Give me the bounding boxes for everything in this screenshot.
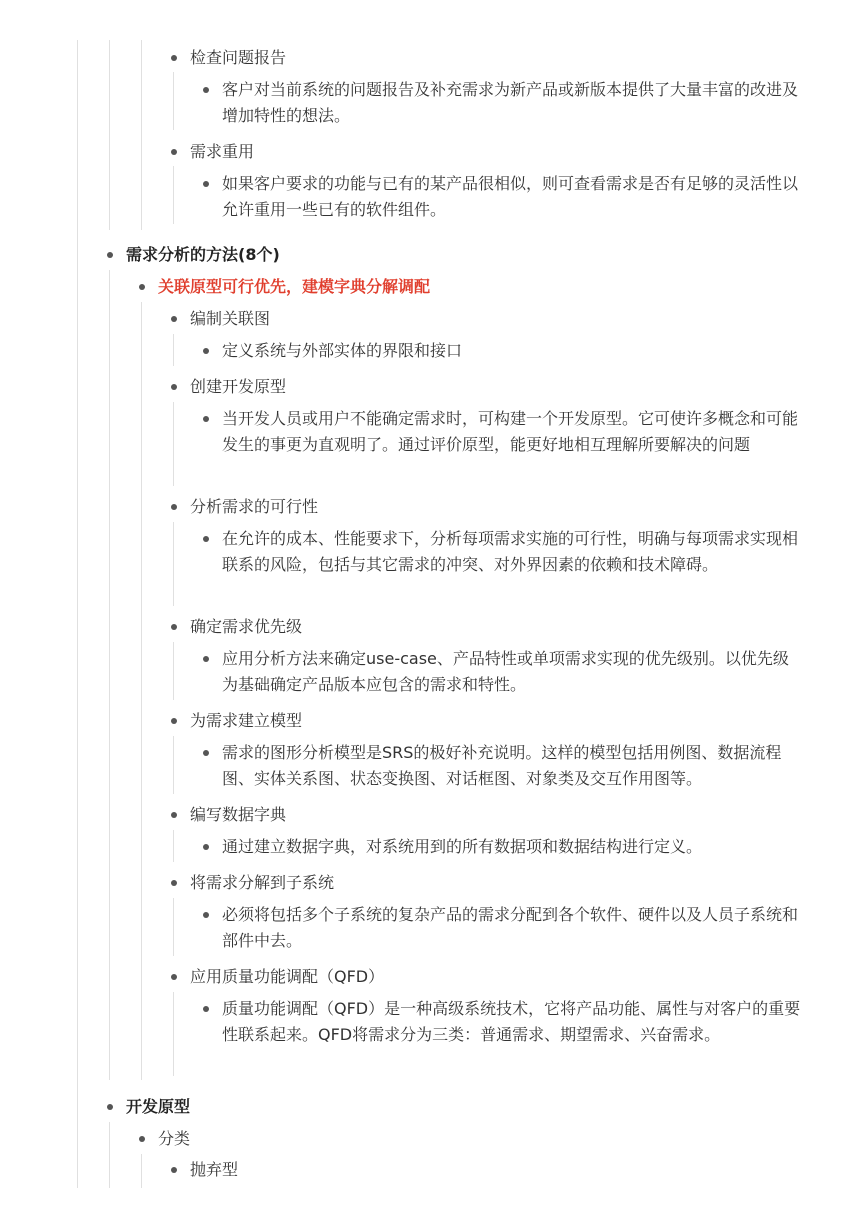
bullet: [171, 718, 177, 724]
outline-guide-level4: [173, 402, 174, 486]
outline-item-method: 为需求建立模型: [190, 711, 303, 730]
outline-detail-method: 需求的图形分析模型是SRS的极好补充说明。这样的模型包括用例图、数据流程图、实体关系图、状态变换图、对话框图、对象类及交互作用图等。: [222, 743, 782, 788]
bullet: [203, 1006, 209, 1012]
outline-guide-level4: [173, 72, 174, 130]
outline-detail-method: 应用分析方法来确定use-case、产品特性或单项需求实现的优先级别。以优先级为基础确定产品版本应包含的需求和特性。: [222, 649, 789, 694]
bullet: [171, 812, 177, 818]
outline-item-method: 应用质量功能调配（QFD）: [190, 967, 385, 986]
bullet: [171, 384, 177, 390]
outline-item-method: 将需求分解到子系统: [190, 873, 335, 892]
outline-item-method: 分析需求的可行性: [190, 497, 319, 516]
outline-guide-level4: [173, 992, 174, 1076]
bullet: [203, 348, 209, 354]
outline-detail-method: 在允许的成本、性能要求下，分析每项需求实施的可行性，明确与每项需求实现相联系的风险，包括与其它需求的冲突、对外界因素的依赖和技术障碍。: [222, 529, 799, 574]
bullet: [139, 284, 145, 290]
outline-guide-level2: [109, 1122, 110, 1188]
bullet: [139, 1136, 145, 1142]
outline-guide-level4: [173, 522, 174, 606]
bullet: [171, 624, 177, 630]
bullet: [203, 844, 209, 850]
outline-item-throwaway: 抛弃型: [190, 1160, 239, 1179]
bullet: [171, 880, 177, 886]
outline-guide-level1: [77, 40, 78, 1188]
outline-detail-method: 必须将包括多个子系统的复杂产品的需求分配到各个软件、硬件以及人员子系统和部件中去。: [222, 905, 799, 950]
bullet: [107, 1104, 113, 1110]
outline-guide-level3: [141, 302, 142, 1080]
outline-item-reuse: 需求重用: [190, 142, 255, 161]
outline-guide-level4: [173, 642, 174, 700]
outline-detail-method: 定义系统与外部实体的界限和接口: [222, 341, 463, 360]
outline-item-method: 编制关联图: [190, 309, 271, 328]
bullet: [203, 87, 209, 93]
bullet: [203, 536, 209, 542]
bullet: [203, 750, 209, 756]
outline-guide-level4: [173, 830, 174, 862]
outline-guide-level4: [173, 898, 174, 956]
outline-item-method: 创建开发原型: [190, 377, 287, 396]
outline-detail-reuse: 如果客户要求的功能与已有的某产品很相似，则可查看需求是否有足够的灵活性以允许重用一些已有的软件组件。: [222, 174, 799, 219]
outline-guide-level3: [141, 1154, 142, 1188]
bullet: [171, 149, 177, 155]
outline-guide-level2: [109, 40, 110, 230]
bullet: [171, 504, 177, 510]
outline-item-method: 确定需求优先级: [190, 617, 303, 636]
outline-detail-check-reports: 客户对当前系统的问题报告及补充需求为新产品或新版本提供了大量丰富的改进及增加特性的想法。: [222, 80, 799, 125]
bullet: [203, 181, 209, 187]
outline-detail-method: 当开发人员或用户不能确定需求时，可构建一个开发原型。它可使许多概念和可能发生的事更为直观明了。通过评价原型，能更好地相互理解所要解决的问题: [222, 409, 799, 454]
bullet: [203, 656, 209, 662]
bullet: [171, 55, 177, 61]
bullet: [203, 912, 209, 918]
outline-guide-level2: [109, 270, 110, 1080]
outline-guide-level3: [141, 40, 142, 230]
bullet: [107, 252, 113, 258]
outline-item-check-reports: 检查问题报告: [190, 48, 287, 67]
outline-guide-level4: [173, 334, 174, 366]
outline-heading-analysis-methods: 需求分析的方法(8个): [126, 245, 280, 264]
outline-guide-level4: [173, 736, 174, 794]
bullet: [171, 316, 177, 322]
bullet: [171, 974, 177, 980]
outline-guide-level4: [173, 166, 174, 224]
outline-heading-prototype: 开发原型: [126, 1097, 191, 1116]
outline-item-category: 分类: [158, 1129, 191, 1148]
bullet: [203, 416, 209, 422]
outline-detail-method: 质量功能调配（QFD）是一种高级系统技术，它将产品功能、属性与对客户的重要性联系起来。QFD将需求分为三类：普通需求、期望需求、兴奋需求。: [222, 999, 801, 1044]
outline-detail-method: 通过建立数据字典，对系统用到的所有数据项和数据结构进行定义。: [222, 837, 703, 856]
outline-mnemonic: 关联原型可行优先，建模字典分解调配: [158, 277, 431, 296]
bullet: [171, 1167, 177, 1173]
outline-item-method: 编写数据字典: [190, 805, 287, 824]
